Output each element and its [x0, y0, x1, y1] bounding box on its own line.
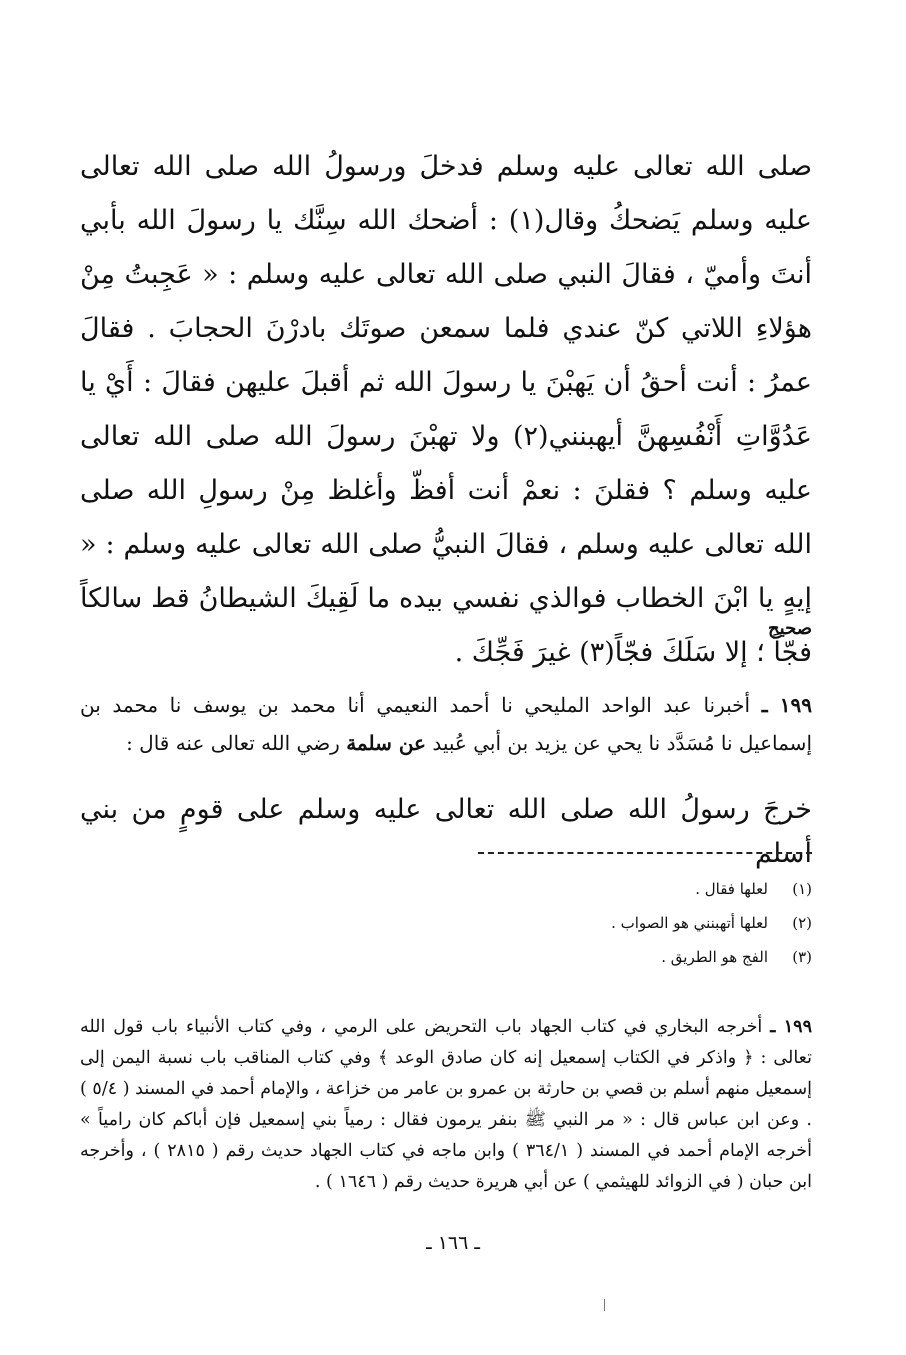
- takhrij-number: ١٩٩ ـ: [770, 1017, 812, 1037]
- isnad-text: أخبرنا عبد الواحد المليحي نا أحمد النعيمي أنا محمد بن يوسف نا محمد بن إسماعيل نا مُسَدَّد نا يحي عن يزيد بن أبي عُبيد: [80, 693, 812, 755]
- page-number: ـ ١٦٦ ـ: [426, 1232, 480, 1254]
- footnote-text: لعلها فقال .: [695, 880, 768, 898]
- hadith-number: ١٩٩ ـ: [761, 693, 812, 717]
- footnote-text: لعلها أتهبنني هو الصواب .: [611, 914, 768, 932]
- footnotes: [480, 872, 812, 974]
- footnote-item: [480, 940, 812, 974]
- takhrij-note: [80, 1012, 812, 1198]
- footnote-number: (١): [792, 880, 812, 898]
- scan-mark: [604, 1299, 605, 1311]
- footnote-separator: [478, 852, 812, 854]
- footnote-number: (٢): [792, 914, 812, 932]
- footnote-text: الفج هو الطريق .: [661, 948, 768, 966]
- hadith-matn: خرجَ رسولُ الله صلى الله تعالى عليه وسلم على قومٍ من بني أسلم: [80, 794, 812, 869]
- footnote-item: [480, 872, 812, 906]
- isnad-end: رضي الله تعالى عنه قال :: [126, 731, 340, 755]
- hadith-grade: صحيح: [768, 618, 812, 639]
- hadith-isnad: [80, 686, 812, 762]
- footnote-number: (٣): [792, 948, 812, 966]
- footnote-item: [480, 906, 812, 940]
- main-text: صلى الله تعالى عليه وسلم فدخلَ ورسولُ الله صلى الله تعالى عليه وسلم يَضحكُ وقال(١) : أضحك الله سِنَّك يا رسولَ الله بأبي أنتَ وأميّ ، فقالَ النبي صلى الله تعالى عليه وسلم : « عَجِبتُ مِنْ هؤلاءِ اللاتي كنّ عندي فلما سمعن صوتَك بادرْنَ الحجابَ . فقالَ عمرُ : أنت أحقُ أن يَهبْنَ يا رسولَ الله ثم أقبلَ عليهن فقالَ : أَيْ يا عَدُوَّاتِ أَنْفُسِهنَّ أيهبنني(٢) ولا تهبْنَ رسولَ الله صلى الله تعالى عليه وسلم ؟ فقلنَ : نعمْ أنت أفظّ وأغلظ مِنْ رسولِ الله صلى الله تعالى عليه وسلم ، فقالَ النبيُّ صلى الله تعالى عليه وسلم : « إيهٍ يا ابْنَ الخطاب فوالذي نفسي بيده ما لَقِيكَ الشيطانُ قط سالكاً فجّاً ؛ إلا سَلَكَ فجّاً(٣) غيرَ فَجِّكَ .: [80, 151, 812, 668]
- takhrij-text: أخرجه البخاري في كتاب الجهاد باب التحريض على الرمي ، وفي كتاب الأنبياء باب قول الله تعالى : ﴿ واذكر في الكتاب إسمعيل إنه كان صادق الوعد ﴾ وفي كتاب المناقب باب نسبة اليمن إلى إسمعيل منهم أسلم بن قصي بن حارثة بن عمرو بن عامر من خزاعة ، والإمام أحمد في المسند ( ٥/٤ ) . وعن ابن عباس قال : « مر النبي ﷺ بنفر يرمون فقال : رمياً بني إسمعيل فإن أباكم كان رامياً » أخرجه الإمام أحمد في المسند ( ٣٦٤/١ ) وابن ماجه في كتاب الجهاد حديث رقم ( ٢٨١٥ ) ، وأخرجه ابن حبان ( في الزوائد للهيثمي ) عن أبي هريرة حديث رقم ( ١٦٤٦ ) .: [80, 1017, 812, 1192]
- isnad-narrator: عن سلمة: [346, 731, 426, 755]
